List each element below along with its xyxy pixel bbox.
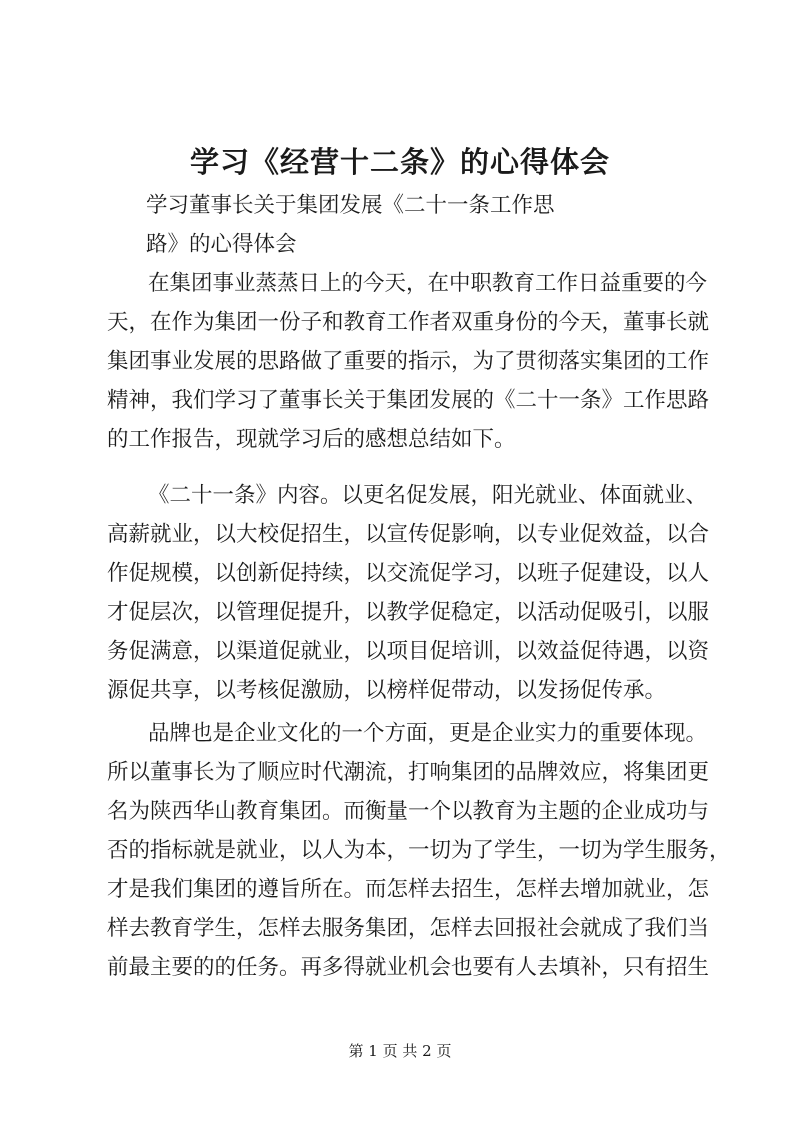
paragraph-2-line-3: 作促规模，以创新促持续，以交流促学习，以班子促建设，以人 (107, 561, 710, 586)
paragraph-2-line-2: 高薪就业，以大校促招生，以宣传促影响，以专业促效益，以合 (107, 522, 710, 547)
paragraph-3-line-2: 所以董事长为了顺应时代潮流，打响集团的品牌效应，将集团更 (107, 760, 710, 785)
paragraph-2-line-5: 务促满意，以渠道促就业，以项目促培训，以效益促待遇，以资 (107, 639, 710, 664)
subtitle-line-1: 学习董事长关于集团发展《二十一条工作思 (146, 193, 555, 218)
paragraph-3-line-4: 否的指标就是就业，以人为本，一切为了学生，一切为学生服务， (107, 838, 731, 863)
paragraph-2-line-4: 才促层次，以管理促提升，以教学促稳定，以活动促吸引，以服 (107, 600, 710, 625)
subtitle-line-2: 路》的心得体会 (146, 232, 297, 257)
paragraph-3-line-6: 样去教育学生，怎样去服务集团，怎样去回报社会就成了我们当 (107, 916, 710, 941)
paragraph-1-line-2: 天，在作为集团一份子和教育工作者双重身份的今天，董事长就 (107, 310, 710, 335)
paragraph-3-line-7: 前最主要的的任务。再多得就业机会也要有人去填补，只有招生 (107, 955, 710, 980)
paragraph-1-line-1: 在集团事业蒸蒸日上的今天，在中职教育工作日益重要的今 (148, 271, 708, 296)
paragraph-2-line-6: 源促共享，以考核促激励，以榜样促带动，以发扬促传承。 (107, 678, 667, 703)
paragraph-1-line-3: 集团事业发展的思路做了重要的指示，为了贯彻落实集团的工作 (107, 349, 710, 374)
paragraph-3-line-5: 才是我们集团的遵旨所在。而怎样去招生，怎样去增加就业，怎 (107, 877, 710, 902)
page-number: 第 1 页 共 2 页 (348, 1042, 452, 1060)
paragraph-3-line-3: 名为陕西华山教育集团。而衡量一个以教育为主题的企业成功与 (107, 799, 710, 824)
paragraph-1-line-4: 精神，我们学习了董事长关于集团发展的《二十一条》工作思路 (107, 388, 710, 413)
paragraph-3-line-1: 品牌也是企业文化的一个方面，更是企业实力的重要体现。 (148, 721, 708, 746)
paragraph-1-line-5: 的工作报告，现就学习后的感想总结如下。 (107, 427, 516, 452)
paragraph-2-line-1: 《二十一条》内容。以更名促发展，阳光就业、体面就业、 (148, 483, 708, 508)
document-title: 学习《经营十二条》的心得体会 (189, 145, 610, 179)
